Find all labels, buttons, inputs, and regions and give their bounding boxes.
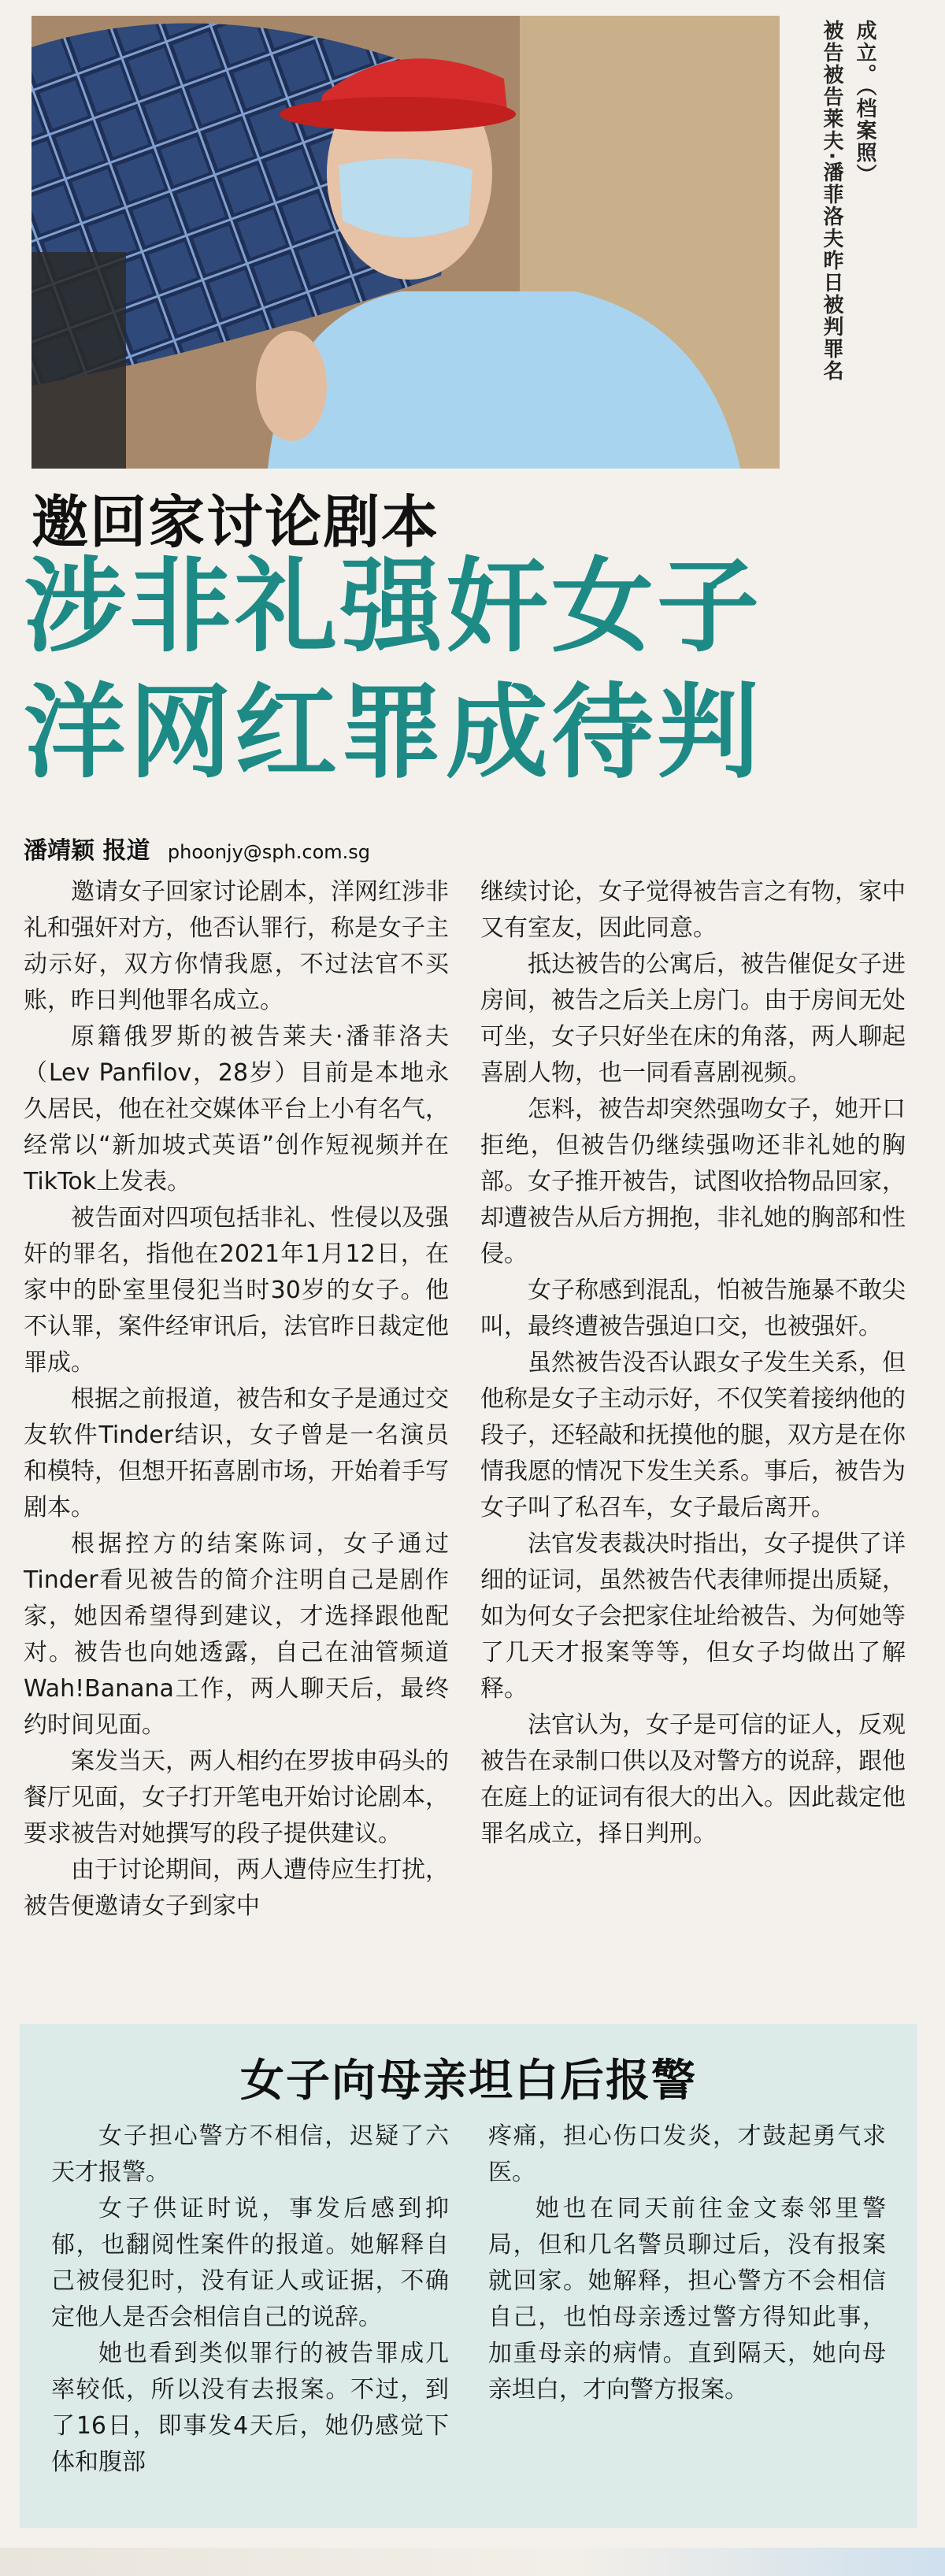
headline-line-2: 洋网红罪成待判 bbox=[24, 673, 763, 792]
paragraph: 邀请女子回家讨论剧本，洋网红涉非礼和强奸对方，他否认罪行，称是女子主动示好，双方你情我愿，不过法官不买账，昨日判他罪名成立。 bbox=[24, 878, 449, 1014]
bottom-edge bbox=[0, 2548, 945, 2576]
hand bbox=[256, 331, 327, 441]
box-column-left bbox=[51, 2118, 449, 2481]
paragraph: 案发当天，两人相约在罗拔申码头的餐厅见面，女子打开笔电开始讨论剧本，要求被告对她撰写的段子提供建议。 bbox=[24, 1748, 449, 1848]
face-mask bbox=[339, 158, 472, 237]
caption-line-1: 成立。（档案照） bbox=[853, 20, 876, 186]
paragraph: 疼痛，担心伤口发炎，才鼓起勇气求医。 bbox=[488, 2122, 886, 2186]
paragraph: 女子称感到混乱，怕被告施暴不敢尖叫，最终遭被告强迫口交，也被强奸。 bbox=[480, 1277, 906, 1340]
paragraph: 她也看到类似罪行的被告罪成几率较低，所以没有去报案。不过，到了16日，即事发4天后，她仍感觉下体和腹部 bbox=[51, 2340, 449, 2476]
article-photo bbox=[32, 16, 780, 469]
body-column-left bbox=[24, 874, 449, 2016]
paragraph: 由于讨论期间，两人遭侍应生打扰，被告便邀请女子到家中 bbox=[24, 1856, 449, 1920]
paragraph: 法官发表裁决时指出，女子提供了详细的证词，虽然被告代表律师提出质疑，如为何女子会把家住址给被告、为何她等了几天才报案等等，但女子均做出了解释。 bbox=[480, 1530, 906, 1703]
paragraph: 女子担心警方不相信，迟疑了六天才报警。 bbox=[51, 2122, 449, 2186]
paragraph: 原籍俄罗斯的被告莱夫·潘菲洛夫（Lev Panfilov，28岁）目前是本地永久居民，他在社交媒体平台上小有名气，经常以“新加坡式英语”创作短视频并在TikTok上发表。 bbox=[24, 1023, 449, 1195]
photo-illustration bbox=[32, 16, 780, 469]
box-title: 女子向母亲坦白后报警 bbox=[240, 2055, 697, 2107]
paragraph: 根据控方的结案陈词，女子通过Tinder看见被告的简介注明自己是剧作家，她因希望得到建议，才选择跟他配对。被告也向她透露，自己在油管频道Wah!Banana工作，两人聊天后，最终约时间见面。 bbox=[24, 1530, 449, 1739]
paragraph: 法官认为，女子是可信的证人，反观被告在录制口供以及对警方的说辞，跟他在庭上的证词有很大的出入。因此裁定他罪名成立，择日判刑。 bbox=[480, 1711, 906, 1848]
headline-line-1: 涉非礼强奸女子 bbox=[24, 547, 763, 666]
paragraph: 虽然被告没否认跟女子发生关系，但他称是女子主动示好，不仅笑着接纳他的段子，还轻敲和抚摸他的腿，双方是在你情我愿的情况下发生关系。事后，被告为女子叫了私召车，女子最后离开。 bbox=[480, 1349, 906, 1522]
box-body bbox=[51, 2118, 886, 2481]
caption-line-2: 被告被告莱夫·潘菲洛夫昨日被判罪名 bbox=[820, 20, 843, 382]
article-body bbox=[24, 874, 906, 2016]
box-column-right bbox=[488, 2118, 886, 2481]
sidebar-box bbox=[20, 2024, 917, 2528]
body-column-right bbox=[480, 874, 906, 2016]
paragraph: 她也在同天前往金文泰邻里警局，但和几名警员聊过后，没有报案就回家。她解释，担心警方不会相信自己，也怕母亲透过警方得知此事，加重母亲的病情。直到隔天，她向母亲坦白，才向警方报案。 bbox=[488, 2195, 886, 2404]
byline-author: 潘靖颖 报道 bbox=[24, 837, 150, 865]
paragraph: 抵达被告的公寓后，被告催促女子进房间，被告之后关上房门。由于房间无处可坐，女子只好坐在床的角落，两人聊起喜剧人物，也一同看喜剧视频。 bbox=[480, 951, 906, 1087]
paragraph: 根据之前报道，被告和女子是通过交友软件Tinder结识，女子曾是一名演员和模特，但想开拓喜剧市场，开始着手写剧本。 bbox=[24, 1385, 449, 1522]
byline-email[interactable]: phoonjy@sph.com.sg bbox=[167, 841, 371, 863]
photo-caption bbox=[784, 20, 878, 469]
paragraph: 怎料，被告却突然强吻女子，她开口拒绝，但被告仍继续强吻还非礼她的胸部。女子推开被告，试图收拾物品回家，却遭被告从后方拥抱，非礼她的胸部和性侵。 bbox=[480, 1095, 906, 1268]
paragraph: 女子供证时说，事发后感到抑郁，也翻阅性案件的报道。她解释自己被侵犯时，没有证人或证据，不确定他人是否会相信自己的说辞。 bbox=[51, 2195, 449, 2331]
paragraph: 继续讨论，女子觉得被告言之有物，家中又有室友，因此同意。 bbox=[480, 878, 906, 942]
byline bbox=[24, 831, 732, 865]
kicker-headline: 邀回家讨论剧本 bbox=[32, 489, 440, 555]
paragraph: 被告面对四项包括非礼、性侵以及强奸的罪名，指他在2021年1月12日，在家中的卧室里侵犯当时30岁的女子。他不认罪，案件经审讯后，法官昨日裁定他罪成。 bbox=[24, 1204, 449, 1377]
